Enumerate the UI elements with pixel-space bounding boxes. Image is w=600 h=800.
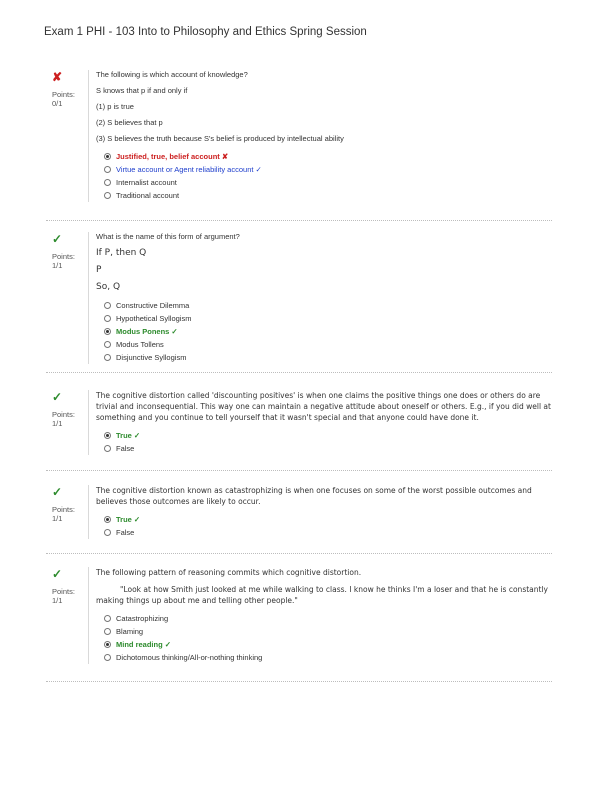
question-prompt: The following pattern of reasoning commits which cognitive distortion.: [96, 568, 362, 577]
question-1-status: [52, 70, 86, 108]
question-prompt: The cognitive distortion known as catastrophizing is when one focuses on some of the worst possible outcomes and believes those outcomes are likely to occur.: [96, 486, 532, 506]
question-4-body: [88, 485, 554, 539]
radio-icon[interactable]: [104, 354, 111, 361]
question-prompt: The cognitive distortion called 'discounting positives' is when one claims the positive things one does or others do are trivial and inconsequential. This way one can maintain a negative attitude about oneself or others. E.g., if you did well at something and you continue to tell yourself that it wasn't special and that anyone could have done it.: [96, 391, 551, 422]
question-3: [46, 390, 552, 471]
option-label: Catastrophizing: [116, 614, 169, 623]
answer-option[interactable]: [96, 299, 554, 312]
option-label: Disjunctive Syllogism: [116, 353, 187, 362]
answer-option[interactable]: [96, 325, 554, 338]
radio-icon[interactable]: [104, 445, 111, 452]
question-2: [46, 232, 552, 373]
radio-icon[interactable]: [104, 615, 111, 622]
points-value: 1/1: [52, 514, 63, 523]
radio-icon[interactable]: [104, 341, 111, 348]
correct-icon: ✓: [52, 232, 63, 246]
statement: (3) S believes the truth because S's belief is produced by intellectual ability: [96, 134, 344, 143]
answer-option[interactable]: [96, 442, 554, 455]
argument-conclusion: So, Q: [96, 282, 121, 292]
option-label: Modus Ponens ✓: [116, 327, 178, 336]
radio-icon[interactable]: [104, 654, 111, 661]
option-label: Justified, true, belief account ✘: [116, 152, 229, 161]
answer-option[interactable]: [96, 526, 554, 539]
radio-selected-icon[interactable]: [104, 516, 111, 523]
option-label: Constructive Dilemma: [116, 301, 190, 310]
correct-icon: ✓: [52, 390, 63, 404]
answer-option[interactable]: [96, 338, 554, 351]
points-value: 1/1: [52, 596, 63, 605]
points-value: 0/1: [52, 99, 63, 108]
radio-selected-icon[interactable]: [104, 432, 111, 439]
option-label: Modus Tollens: [116, 340, 164, 349]
answer-option[interactable]: [96, 189, 554, 202]
points-label: Points:: [52, 90, 75, 99]
radio-selected-icon[interactable]: [104, 153, 111, 160]
option-label: False: [116, 528, 135, 537]
points-value: 1/1: [52, 419, 63, 428]
question-1: [46, 70, 552, 221]
radio-icon[interactable]: [104, 192, 111, 199]
question-4: [46, 485, 552, 554]
correct-icon: ✓: [52, 567, 63, 581]
radio-selected-icon[interactable]: [104, 641, 111, 648]
points-label: Points:: [52, 505, 75, 514]
statement: S knows that p if and only if: [96, 86, 188, 95]
radio-icon[interactable]: [104, 166, 111, 173]
radio-icon[interactable]: [104, 628, 111, 635]
correct-icon: ✓: [52, 485, 63, 499]
answer-option[interactable]: [96, 651, 554, 664]
points-label: Points:: [52, 410, 75, 419]
option-label: True ✓: [116, 515, 141, 524]
answer-option[interactable]: [96, 163, 554, 176]
points-label: Points:: [52, 252, 75, 261]
option-label: Mind reading ✓: [116, 640, 172, 649]
answer-option[interactable]: [96, 312, 554, 325]
option-label: Virtue account or Agent reliability account ✓: [116, 165, 262, 174]
argument-premise: P: [96, 265, 102, 275]
question-5-body: [88, 567, 554, 664]
answer-option[interactable]: [96, 351, 554, 364]
option-label: True ✓: [116, 431, 141, 440]
page-title: Exam 1 PHI - 103 Into to Philosophy and Ethics Spring Session: [44, 26, 367, 38]
question-prompt: What is the name of this form of argument?: [96, 232, 240, 241]
radio-icon[interactable]: [104, 529, 111, 536]
answer-option[interactable]: [96, 176, 554, 189]
question-4-status: [52, 485, 86, 523]
option-label: Dichotomous thinking/All-or-nothing thinking: [116, 653, 263, 662]
answer-option[interactable]: [96, 625, 554, 638]
question-prompt: The following is which account of knowledge?: [96, 70, 248, 79]
question-3-status: [52, 390, 86, 428]
argument-premise: If P, then Q: [96, 248, 147, 258]
option-label: Hypothetical Syllogism: [116, 314, 192, 323]
statement: (2) S believes that p: [96, 118, 163, 127]
points-value: 1/1: [52, 261, 63, 270]
option-label: Blaming: [116, 627, 144, 636]
option-label: Traditional account: [116, 191, 180, 200]
question-3-body: [88, 390, 554, 455]
option-label: False: [116, 444, 135, 453]
answer-option[interactable]: [96, 513, 554, 526]
points-label: Points:: [52, 587, 75, 596]
answer-option[interactable]: [96, 638, 554, 651]
answer-option[interactable]: [96, 612, 554, 625]
answer-option[interactable]: [96, 150, 554, 163]
question-1-body: [88, 70, 554, 202]
option-label: Internalist account: [116, 178, 177, 187]
incorrect-icon: ✘: [52, 70, 63, 84]
question-5: [46, 567, 552, 682]
radio-icon[interactable]: [104, 302, 111, 309]
radio-selected-icon[interactable]: [104, 328, 111, 335]
statement: (1) p is true: [96, 102, 134, 111]
question-2-body: [88, 232, 554, 364]
radio-icon[interactable]: [104, 315, 111, 322]
question-5-status: [52, 567, 86, 605]
question-2-status: [52, 232, 86, 270]
answer-option[interactable]: [96, 429, 554, 442]
radio-icon[interactable]: [104, 179, 111, 186]
scenario-quote: "Look at how Smith just looked at me while walking to class. I know he thinks I'm a loser and that he is constantly making things up about me and telling other people.": [96, 585, 548, 605]
